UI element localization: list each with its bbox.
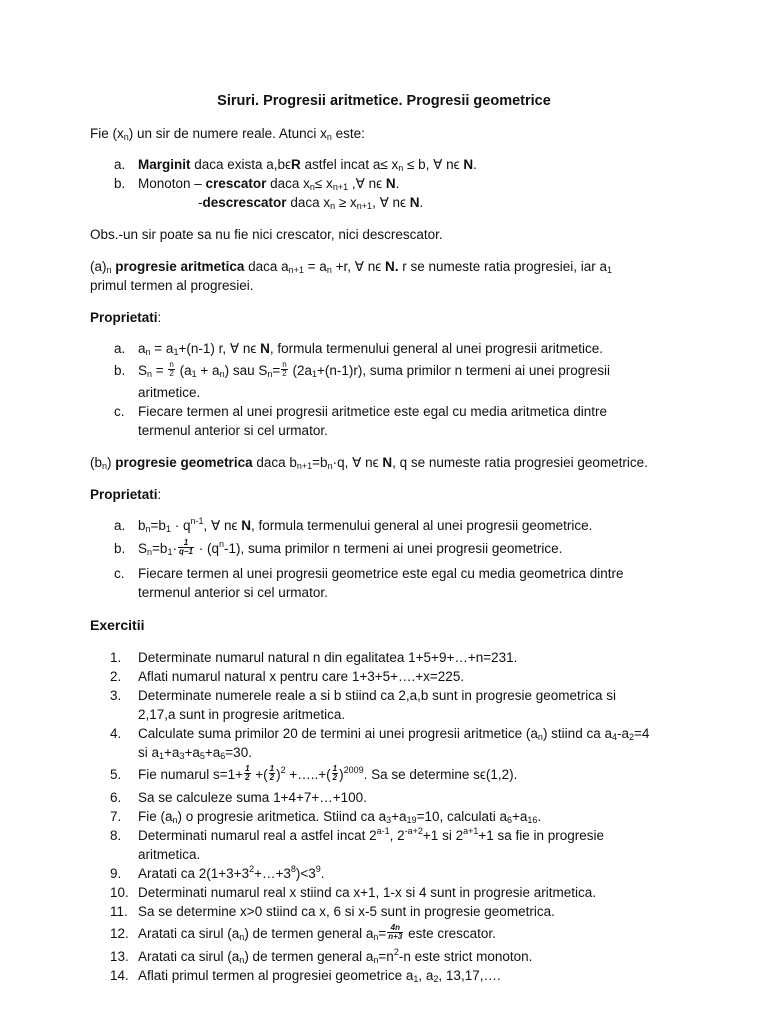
- exercise-item: Sa se calculeze suma 1+4+7+…+100.: [138, 790, 367, 805]
- def-item-bounded: Marginit daca exista a,bϵR astfel incat $a\le x_n \le b$, ∀ nϵ N.: [138, 157, 477, 173]
- exercise-item: Aratati ca sirul $(a_n)$ de termen general $a_n=$ $\frac{4n}{n+3}$ este crescator.: [138, 922, 496, 942]
- geometric-property-mean-cont: termenul anterior si cel urmator.: [138, 585, 328, 600]
- exercise-item: Determinati numarul real x stiind ca x+1, 1-x si 4 sunt in progresie aritmetica.: [138, 885, 597, 900]
- exercise-item: Aflati numarul natural x pentru care 1+3+5+….+x=225.: [138, 669, 465, 684]
- exercise-number: 12.: [110, 926, 129, 941]
- list-marker: a.: [114, 518, 126, 533]
- list-marker: a.: [114, 341, 126, 356]
- exercise-item: Calculate suma primilor 20 de termini ai unei progresii aritmetice $(a_n)$ stiind ca $a_4-a_2=4$: [138, 726, 650, 742]
- exercise-item: Fie $(a_n)$ o progresie aritmetica. Stiind ca $a_3+a_{19}=10$, calculati $a_6+a_{16}$.: [138, 809, 542, 825]
- exercise-number: 11.: [110, 904, 128, 919]
- exercise-number: 10.: [110, 885, 129, 900]
- heading-colon: :: [157, 487, 162, 502]
- arithmetic-definition-line-1: $(a)_n$ progresie aritmetica daca $a_{n+1} = a_n +r$, ∀ nϵ N. r se numeste ratia progresiei, iar $a_1$: [90, 259, 613, 275]
- exercise-number: 13.: [110, 949, 129, 964]
- list-marker: b.: [114, 363, 126, 378]
- def-item-increasing: Monoton – crescator daca $x_n\le x_{n+1}$ ,∀ nϵ N.: [138, 176, 400, 192]
- list-marker: b.: [114, 541, 126, 556]
- exercise-number: 14.: [110, 968, 129, 983]
- exercise-item: Determinate numerele reale a si b stiind ca 2,a,b sunt in progresie geometrica si: [138, 688, 616, 703]
- geometric-property-sum: $S_n=b_1\cdot$ $\frac{1}{q-1}$ · $(q^n-1)$, suma primilor n termeni ai unei progresii geometrice.: [138, 537, 563, 557]
- exercise-item: Aratati ca $2(1+3+3^2+\dots+3^8)<3^9$.: [138, 864, 325, 881]
- def-marker: a.: [114, 157, 126, 172]
- exercise-number: 1.: [110, 650, 122, 665]
- properties-heading: [90, 309, 161, 327]
- arithmetic-property-mean: Fiecare termen al unei progresii aritmetice este egal cu media aritmetica dintre: [138, 404, 607, 419]
- geometric-definition: $(b_n)$ progresie geometrica daca $b_{n+1}=b_n\cdot q$, ∀ nϵ N, q se numeste ratia progresiei geometrice.: [90, 455, 648, 471]
- geometric-property-general-term: $b_n=b_1 \cdot q^{n-1}$, ∀ nϵ N, formula termenului general al unei progresii geometrice.: [138, 516, 593, 534]
- properties-heading-geometric: [90, 486, 161, 504]
- list-marker: c.: [114, 566, 125, 581]
- properties-heading-text: Proprietati: [90, 310, 158, 325]
- exercise-item: Aratati ca sirul $(a_n)$ de termen general $a_n=n^2-n$ este strict monoton.: [138, 947, 533, 965]
- def-item-decreasing: -descrescator daca $x_n \ge x_{n+1}$, ∀ nϵ N.: [198, 195, 424, 211]
- arithmetic-property-sum: $S_n$ = $\frac{n}{2}$ $(a_1 + a_n)$ sau $S_n=$ $\frac{n}{2}$ $(2a_1+(n-1)r)$, suma primilor n termeni ai unei progresii: [138, 359, 610, 379]
- exercise-item: Aflati primul termen al progresiei geometrice $a_1$, $a_2$, 13,17,….: [138, 968, 501, 984]
- exercise-item: Determinate numarul natural n din egalitatea 1+5+9+…+n=231.: [138, 650, 518, 665]
- arithmetic-definition-line-2: primul termen al progresiei.: [90, 278, 254, 293]
- exercise-item: Determinati numarul real a astfel incat 2$^{a-1}$, $2^{-a+2}+1$ si $2^{a+1}+1$ sa fie in progresie: [138, 826, 605, 843]
- exercise-number: 7.: [110, 809, 122, 824]
- exercise-number: 8.: [110, 828, 122, 843]
- exercise-item-cont: si $a_1+a_3+a_5+a_6=30$.: [138, 745, 252, 761]
- heading-colon: :: [157, 310, 162, 325]
- arithmetic-property-sum-cont: aritmetice.: [138, 385, 201, 400]
- exercise-item: Fie numarul s=1+ $\frac{1}{2}$ +( $\frac{1}{2}$ )$^2$ +…..+( $\frac{1}{2}$ )$^{2009}$. Sa se determine sϵ(1,2).: [138, 763, 518, 782]
- exercise-number: 4.: [110, 726, 122, 741]
- exercise-item-cont: 2,17,a sunt in progresie aritmetica.: [138, 707, 346, 722]
- exercise-number: 2.: [110, 669, 122, 684]
- def-marker: b.: [114, 176, 126, 191]
- properties-heading-text: Proprietati: [90, 487, 158, 502]
- observation-note: Obs.-un sir poate sa nu fie nici crescator, nici descrescator.: [90, 227, 443, 242]
- arithmetic-property-mean-cont: termenul anterior si cel urmator.: [138, 423, 328, 438]
- intro-paragraph: Fie $(x_n)$ un sir de numere reale. Atunci $x_n$ este:: [90, 126, 365, 142]
- list-marker: c.: [114, 404, 125, 419]
- exercises-heading: Exercitii: [90, 617, 145, 633]
- page-title: Siruri. Progresii aritmetice. Progresii geometrice: [217, 93, 551, 109]
- exercise-number: 9.: [110, 866, 122, 881]
- exercise-number: 5.: [110, 767, 122, 782]
- exercise-item-cont: aritmetica.: [138, 847, 201, 862]
- exercise-item: Sa se determine x>0 stiind ca x, 6 si x-5 sunt in progresie geometrica.: [138, 904, 555, 919]
- exercise-number: 3.: [110, 688, 122, 703]
- arithmetic-property-general-term: $a_n = a_1+(n-1)$ r, ∀ nϵ N, formula termenului general al unei progresii aritmetice.: [138, 341, 603, 357]
- exercise-number: 6.: [110, 790, 122, 805]
- geometric-property-mean: Fiecare termen al unei progresii geometrice este egal cu media geometrica dintre: [138, 566, 624, 581]
